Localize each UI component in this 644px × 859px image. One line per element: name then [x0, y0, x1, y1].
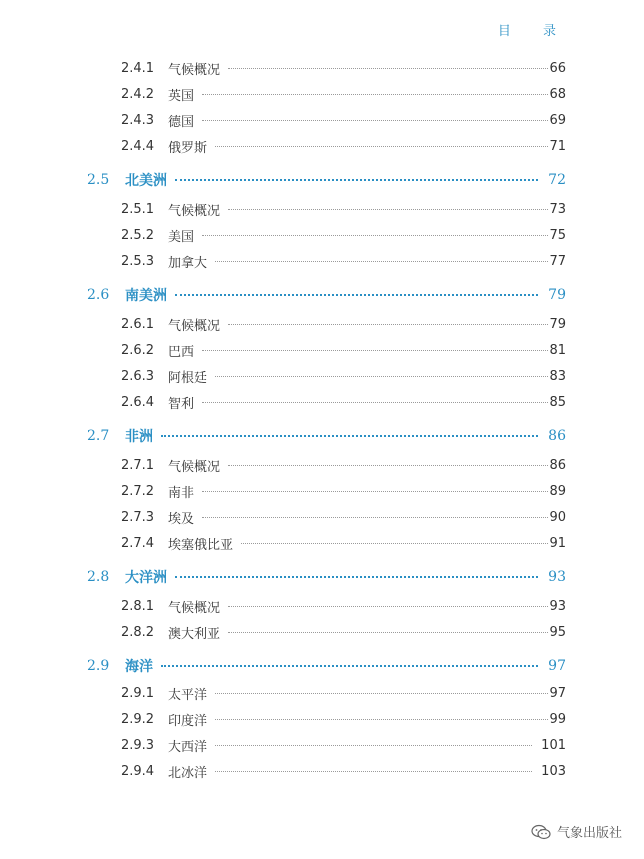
toc-entry-row[interactable]	[0, 224, 644, 246]
toc-entry-row[interactable]	[0, 454, 644, 476]
entry-page-number: 69	[549, 112, 566, 128]
dot-leader	[228, 606, 548, 607]
entry-title: 非洲	[125, 429, 153, 445]
toc-entry-row[interactable]	[0, 135, 644, 157]
entry-title: 智利	[168, 396, 195, 412]
toc-section-row[interactable]	[0, 655, 644, 677]
entry-page-number: 73	[549, 201, 566, 217]
publisher-watermark	[531, 822, 622, 841]
entry-title: 气候概况	[168, 203, 221, 219]
entry-page-number: 75	[549, 227, 566, 243]
entry-number: 2.6.2	[121, 342, 155, 358]
entry-title: 北美洲	[125, 173, 167, 189]
dot-leader	[175, 294, 538, 296]
entry-page-number: 85	[549, 394, 566, 410]
entry-title: 美国	[168, 229, 195, 245]
entry-page-number: 72	[548, 172, 566, 188]
dot-leader	[228, 68, 548, 69]
entry-title: 大西洋	[168, 739, 208, 755]
toc-entry-row[interactable]	[0, 760, 644, 782]
toc-section-row[interactable]	[0, 284, 644, 306]
entry-number: 2.8.1	[121, 598, 155, 614]
entry-title: 埃塞俄比亚	[168, 537, 234, 553]
toc-entry-row[interactable]	[0, 621, 644, 643]
entry-number: 2.5.1	[121, 201, 155, 217]
entry-page-number: 68	[549, 86, 566, 102]
entry-number: 2.9	[87, 658, 110, 674]
entry-title: 气候概况	[168, 459, 221, 475]
dot-leader	[202, 517, 548, 518]
entry-title: 太平洋	[168, 687, 208, 703]
entry-page-number: 97	[548, 658, 566, 674]
entry-title: 阿根廷	[168, 370, 208, 386]
entry-title: 英国	[168, 88, 195, 104]
dot-leader	[215, 719, 548, 720]
toc-entry-row[interactable]	[0, 532, 644, 554]
entry-number: 2.7	[87, 428, 110, 444]
entry-title: 大洋洲	[125, 570, 167, 586]
entry-title: 海洋	[125, 659, 153, 675]
dot-leader	[215, 146, 548, 147]
entry-number: 2.4.2	[121, 86, 155, 102]
dot-leader	[228, 632, 548, 633]
entry-number: 2.7.1	[121, 457, 155, 473]
dot-leader	[175, 179, 538, 181]
dot-leader	[215, 693, 548, 694]
entry-page-number: 90	[549, 509, 566, 525]
entry-page-number: 93	[548, 569, 566, 585]
entry-page-number: 95	[549, 624, 566, 640]
entry-number: 2.4.3	[121, 112, 155, 128]
entry-number: 2.6.1	[121, 316, 155, 332]
entry-title: 北冰洋	[168, 765, 208, 781]
entry-page-number: 71	[549, 138, 566, 154]
entry-page-number: 93	[549, 598, 566, 614]
toc-entry-row[interactable]	[0, 506, 644, 528]
toc-section-row[interactable]	[0, 169, 644, 191]
dot-leader	[161, 665, 538, 667]
entry-title: 印度洋	[168, 713, 208, 729]
entry-page-number: 79	[548, 287, 566, 303]
toc-entry-row[interactable]	[0, 198, 644, 220]
toc-section-row[interactable]	[0, 566, 644, 588]
toc-entry-row[interactable]	[0, 391, 644, 413]
entry-page-number: 97	[549, 685, 566, 701]
entry-page-number: 89	[549, 483, 566, 499]
entry-page-number: 77	[549, 253, 566, 269]
entry-number: 2.7.4	[121, 535, 155, 551]
entry-number: 2.4.4	[121, 138, 155, 154]
dot-leader	[228, 324, 548, 325]
entry-title: 加拿大	[168, 255, 208, 271]
entry-number: 2.7.3	[121, 509, 155, 525]
entry-title: 埃及	[168, 511, 195, 527]
entry-number: 2.9.3	[121, 737, 155, 753]
entry-number: 2.7.2	[121, 483, 155, 499]
toc-entry-row[interactable]	[0, 365, 644, 387]
dot-leader	[228, 465, 548, 466]
dot-leader	[161, 435, 538, 437]
toc-entry-row[interactable]	[0, 109, 644, 131]
entry-title: 南美洲	[125, 288, 167, 304]
entry-number: 2.5.2	[121, 227, 155, 243]
dot-leader	[215, 376, 548, 377]
entry-title: 俄罗斯	[168, 140, 208, 156]
toc-entry-row[interactable]	[0, 682, 644, 704]
dot-leader	[202, 94, 548, 95]
dot-leader	[228, 209, 548, 210]
toc-entry-row[interactable]	[0, 57, 644, 79]
entry-page-number: 79	[549, 316, 566, 332]
entry-title: 气候概况	[168, 600, 221, 616]
entry-number: 2.5	[87, 172, 110, 188]
entry-number: 2.6	[87, 287, 110, 303]
entry-number: 2.9.2	[121, 711, 155, 727]
entry-number: 2.9.1	[121, 685, 155, 701]
entry-page-number: 66	[549, 60, 566, 76]
dot-leader	[202, 235, 548, 236]
entry-number: 2.5.3	[121, 253, 155, 269]
entry-number: 2.8.2	[121, 624, 155, 640]
entry-number: 2.6.4	[121, 394, 155, 410]
entry-number: 2.9.4	[121, 763, 155, 779]
dot-leader	[215, 745, 532, 746]
toc-section-row[interactable]	[0, 425, 644, 447]
toc-entry-row[interactable]	[0, 250, 644, 272]
entry-page-number: 81	[549, 342, 566, 358]
dot-leader	[202, 350, 548, 351]
dot-leader	[241, 543, 548, 544]
entry-page-number: 91	[549, 535, 566, 551]
entry-title: 气候概况	[168, 318, 221, 334]
dot-leader	[202, 120, 548, 121]
page-header: 目 录	[497, 24, 570, 39]
entry-page-number: 101	[541, 737, 566, 753]
toc-entry-row[interactable]	[0, 595, 644, 617]
wechat-icon	[531, 824, 551, 840]
dot-leader	[202, 491, 548, 492]
entry-page-number: 83	[549, 368, 566, 384]
entry-title: 巴西	[168, 344, 195, 360]
dot-leader	[215, 771, 532, 772]
entry-number: 2.6.3	[121, 368, 155, 384]
entry-title: 南非	[168, 485, 195, 501]
toc-entry-row[interactable]	[0, 83, 644, 105]
entry-number: 2.4.1	[121, 60, 155, 76]
toc-entry-row[interactable]	[0, 708, 644, 730]
toc-entry-row[interactable]	[0, 480, 644, 502]
dot-leader	[175, 576, 538, 578]
entry-title: 澳大利亚	[168, 626, 221, 642]
toc-entry-row[interactable]	[0, 313, 644, 335]
toc-entry-row[interactable]	[0, 339, 644, 361]
dot-leader	[215, 261, 548, 262]
publisher-name: 气象出版社	[556, 826, 622, 841]
entry-page-number: 99	[549, 711, 566, 727]
entry-number: 2.8	[87, 569, 110, 585]
entry-page-number: 103	[541, 763, 566, 779]
toc-entry-row[interactable]	[0, 734, 644, 756]
entry-page-number: 86	[548, 428, 566, 444]
entry-title: 气候概况	[168, 62, 221, 78]
entry-page-number: 86	[549, 457, 566, 473]
dot-leader	[202, 402, 548, 403]
entry-title: 德国	[168, 114, 195, 130]
